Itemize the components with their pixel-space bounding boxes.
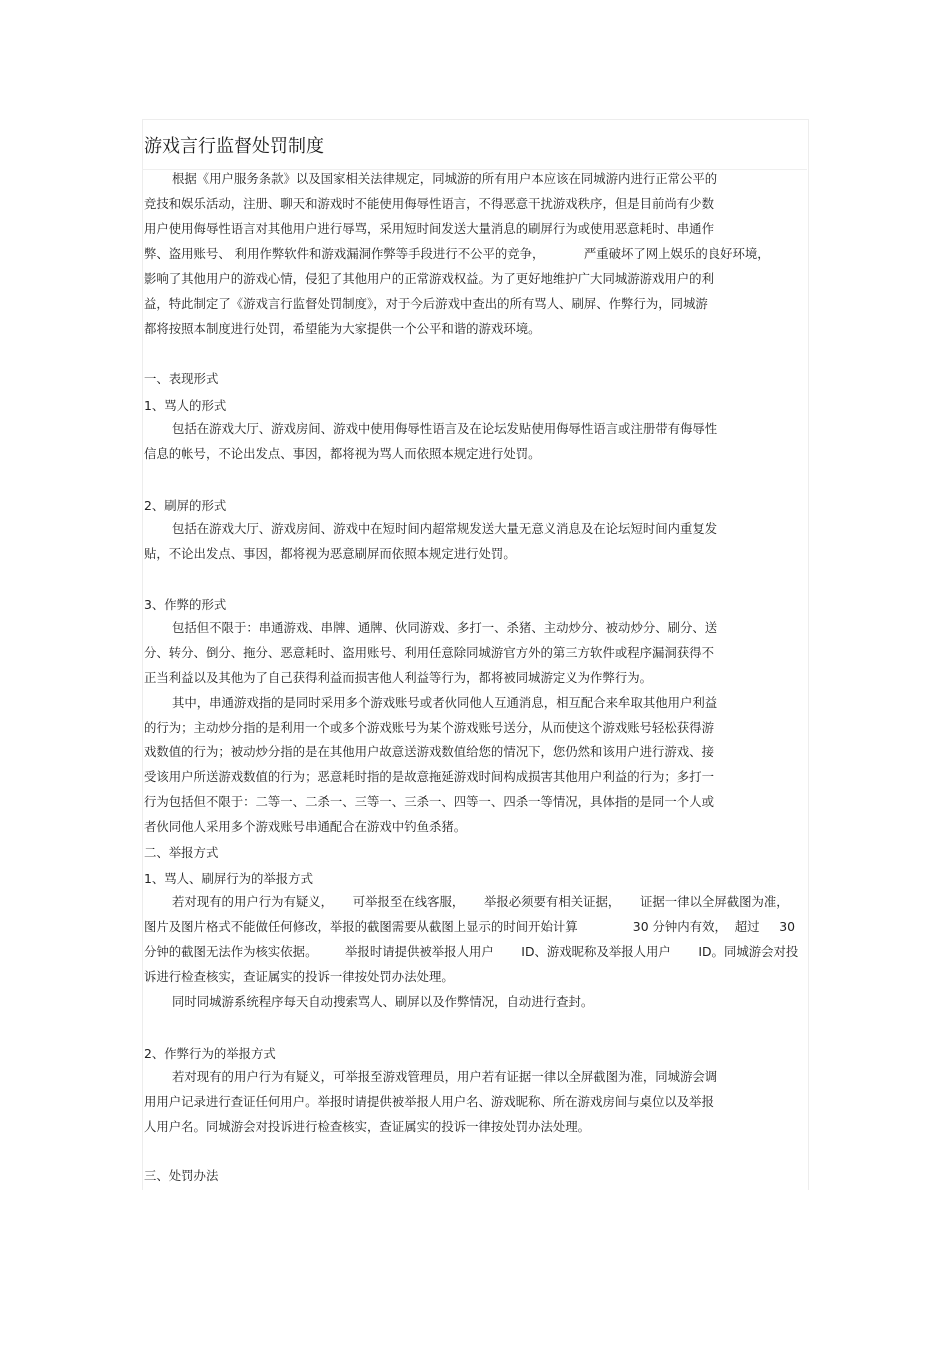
subsection-heading: 1、骂人、刷屏行为的举报方式 (144, 871, 313, 886)
paragraph-line: 分钟的截图无法作为核实依据。 举报时请提供被举报人用户 ID、游戏昵称及举报人用户 ID。同城游会对投 (144, 944, 799, 959)
paragraph-line: 的行为；主动炒分指的是利用一个或多个游戏账号为某个游戏账号送分，从而使这个游戏账号轻松获得游 (144, 720, 714, 735)
paragraph-line: 行为包括但不限于：二等一、二杀一、三等一、三杀一、四等一、四杀一等情况，具体指的是同一个人或 (144, 794, 714, 809)
paragraph-line: 分、转分、倒分、拖分、恶意耗时、盗用账号、利用任意除同城游官方外的第三方软件或程序漏洞获得不 (144, 645, 714, 660)
paragraph-line: 若对现有的用户行为有疑义， 可举报至在线客服， 举报必须要有相关证据， 证据一律以全屏截图为准， (172, 894, 789, 909)
paragraph-line: 用用户记录进行查证任何用户。举报时请提供被举报人用户名、游戏昵称、所在游戏房间与桌位以及举报 (144, 1094, 714, 1109)
section-heading: 三、处罚办法 (144, 1168, 219, 1183)
section-heading: 二、举报方式 (144, 845, 219, 860)
paragraph-line: 信息的帐号，不论出发点、事因，都将视为骂人而依照本规定进行处罚。 (144, 446, 541, 461)
paragraph-line: 若对现有的用户行为有疑义，可举报至游戏管理员，用户若有证据一律以全屏截图为准，同城游会调 (172, 1069, 718, 1084)
paragraph-line: 同时同城游系统程序每天自动搜索骂人、刷屏以及作弊情况，自动进行查封。 (172, 994, 594, 1009)
paragraph-line: 者伙同他人采用多个游戏账号串通配合在游戏中钓鱼杀猪。 (144, 819, 467, 834)
paragraph-line: 诉进行检查核实，查证属实的投诉一律按处罚办法处理。 (144, 969, 454, 984)
paragraph-line: 正当利益以及其他为了自己获得利益而损害他人利益等行为，都将被同城游定义为作弊行为。 (144, 670, 653, 685)
subsection-heading: 1、骂人的形式 (144, 398, 227, 413)
subsection-heading: 2、作弊行为的举报方式 (144, 1046, 276, 1061)
section-heading: 一、表现形式 (144, 371, 219, 386)
paragraph-line: 贴，不论出发点、事因，都将视为恶意刷屏而依照本规定进行处罚。 (144, 546, 516, 561)
intro-line: 都将按照本制度进行处罚，希望能为大家提供一个公平和谐的游戏环境。 (144, 321, 541, 336)
subsection-heading: 2、刷屏的形式 (144, 498, 227, 513)
subsection-heading: 3、作弊的形式 (144, 597, 227, 612)
intro-line: 根据《用户服务条款》以及国家相关法律规定，同城游的所有用户本应该在同城游内进行正常公平的 (172, 171, 718, 186)
paragraph-line: 包括在游戏大厅、游戏房间、游戏中使用侮辱性语言及在论坛发贴使用侮辱性语言或注册带有侮辱性 (172, 421, 718, 436)
intro-line: 弊、盗用账号、 利用作弊软件和游戏漏洞作弊等手段进行不公平的竞争， 严重破坏了网上娱乐的良好环境， (144, 246, 770, 261)
intro-line: 益，特此制定了《游戏言行监督处罚制度》，对于今后游戏中查出的所有骂人、刷屏、作弊行为，同城游 (144, 296, 708, 311)
document-title: 游戏言行监督处罚制度 (144, 136, 324, 157)
paragraph-line: 图片及图片格式不能做任何修改，举报的截图需要从截图上显示的时间开始计算 30 分钟内有效， 超过 30 (144, 919, 795, 934)
paragraph-line: 其中，串通游戏指的是同时采用多个游戏账号或者伙同他人互通消息，相互配合来牟取其他用户利益 (172, 695, 718, 710)
intro-line: 竞技和娱乐活动，注册、聊天和游戏时不能使用侮辱性语言，不得恶意干扰游戏秩序，但是目前尚有少数 (144, 196, 714, 211)
paragraph-line: 人用户名。同城游会对投诉进行检查核实，查证属实的投诉一律按处罚办法处理。 (144, 1119, 591, 1134)
paragraph-line: 包括在游戏大厅、游戏房间、游戏中在短时间内超常规发送大量无意义消息及在论坛短时间内重复发 (172, 521, 718, 536)
paragraph-line: 包括但不限于：串通游戏、串牌、通牌、伙同游戏、多打一、杀猪、主动炒分、被动炒分、刷分、送 (172, 620, 718, 635)
paragraph-line: 受该用户所送游戏数值的行为；恶意耗时指的是故意拖延游戏时间构成损害其他用户利益的行为；多打一 (144, 769, 714, 784)
intro-line: 影响了其他用户的游戏心情，侵犯了其他用户的正常游戏权益。为了更好地维护广大同城游游戏用户的利 (144, 271, 714, 286)
paragraph-line: 戏数值的行为；被动炒分指的是在其他用户故意送游戏数值给您的情况下，您仍然和该用户进行游戏、接 (144, 744, 714, 759)
intro-line: 用户使用侮辱性语言对其他用户进行辱骂，采用短时间发送大量消息的刷屏行为或使用恶意耗时、串通作 (144, 221, 714, 236)
